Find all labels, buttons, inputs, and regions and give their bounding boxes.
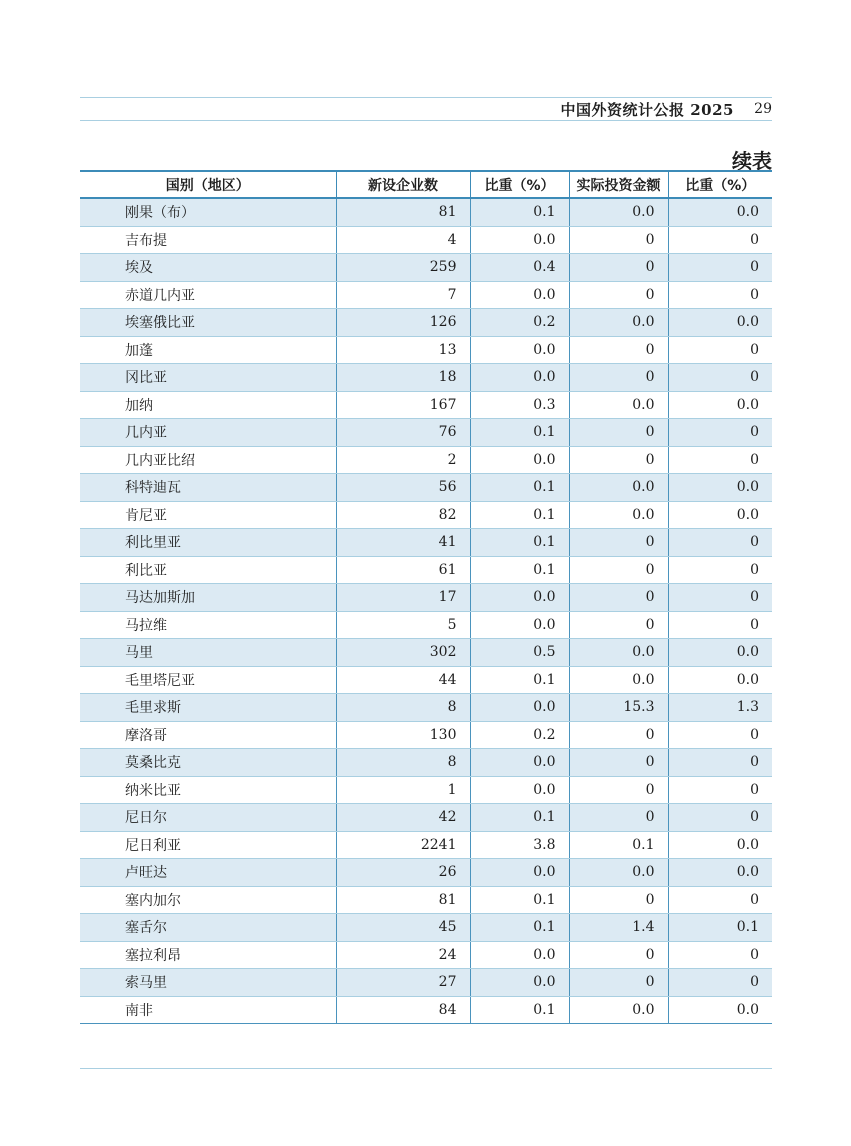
cell-share-enterprises: 0.2 xyxy=(470,309,569,337)
cell-new-enterprises: 84 xyxy=(336,996,470,1024)
cell-share-investment: 1.3 xyxy=(668,694,772,722)
cell-region: 几内亚 xyxy=(80,419,336,447)
cell-actual-investment: 0 xyxy=(569,969,668,997)
table-row xyxy=(80,969,772,997)
cell-new-enterprises: 76 xyxy=(336,419,470,447)
cell-actual-investment: 0 xyxy=(569,886,668,914)
cell-share-investment: 0.0 xyxy=(668,666,772,694)
table-row xyxy=(80,776,772,804)
cell-share-enterprises: 0.2 xyxy=(470,721,569,749)
cell-new-enterprises: 167 xyxy=(336,391,470,419)
cell-share-enterprises: 0.3 xyxy=(470,391,569,419)
cell-region: 塞拉利昂 xyxy=(80,941,336,969)
cell-region: 纳米比亚 xyxy=(80,776,336,804)
cell-region: 利比亚 xyxy=(80,556,336,584)
cell-share-enterprises: 0.1 xyxy=(470,804,569,832)
cell-share-investment: 0 xyxy=(668,556,772,584)
footer-rule xyxy=(80,1068,772,1069)
cell-share-enterprises: 0.1 xyxy=(470,198,569,226)
cell-new-enterprises: 42 xyxy=(336,804,470,832)
cell-share-enterprises: 0.0 xyxy=(470,584,569,612)
table-row xyxy=(80,804,772,832)
cell-share-enterprises: 0.0 xyxy=(470,969,569,997)
table-row xyxy=(80,886,772,914)
table-row xyxy=(80,254,772,282)
cell-region: 索马里 xyxy=(80,969,336,997)
cell-new-enterprises: 2241 xyxy=(336,831,470,859)
table-header-row xyxy=(80,171,772,198)
cell-share-enterprises: 3.8 xyxy=(470,831,569,859)
cell-actual-investment: 0 xyxy=(569,529,668,557)
cell-actual-investment: 0 xyxy=(569,419,668,447)
cell-share-enterprises: 0.0 xyxy=(470,281,569,309)
cell-share-enterprises: 0.0 xyxy=(470,446,569,474)
cell-new-enterprises: 302 xyxy=(336,639,470,667)
cell-share-enterprises: 0.5 xyxy=(470,639,569,667)
cell-region: 肯尼亚 xyxy=(80,501,336,529)
cell-new-enterprises: 44 xyxy=(336,666,470,694)
column-header-actual-investment: 实际投资金额 xyxy=(569,171,668,198)
column-header-share-enterprises: 比重（%） xyxy=(470,171,569,198)
table-row xyxy=(80,281,772,309)
cell-new-enterprises: 13 xyxy=(336,336,470,364)
cell-region: 科特迪瓦 xyxy=(80,474,336,502)
cell-region: 加纳 xyxy=(80,391,336,419)
table-row xyxy=(80,501,772,529)
table-row xyxy=(80,914,772,942)
cell-actual-investment: 0 xyxy=(569,226,668,254)
cell-share-investment: 0.0 xyxy=(668,996,772,1024)
cell-region: 南非 xyxy=(80,996,336,1024)
cell-new-enterprises: 8 xyxy=(336,694,470,722)
cell-share-investment: 0.0 xyxy=(668,391,772,419)
cell-region: 刚果（布） xyxy=(80,198,336,226)
cell-new-enterprises: 17 xyxy=(336,584,470,612)
header-bottom-rule xyxy=(80,120,772,121)
cell-share-enterprises: 0.1 xyxy=(470,419,569,447)
table-row xyxy=(80,749,772,777)
table-row xyxy=(80,941,772,969)
cell-new-enterprises: 81 xyxy=(336,198,470,226)
cell-share-investment: 0 xyxy=(668,886,772,914)
cell-actual-investment: 0 xyxy=(569,584,668,612)
cell-actual-investment: 0 xyxy=(569,281,668,309)
cell-share-enterprises: 0.0 xyxy=(470,364,569,392)
cell-share-enterprises: 0.0 xyxy=(470,776,569,804)
cell-share-enterprises: 0.1 xyxy=(470,914,569,942)
cell-new-enterprises: 24 xyxy=(336,941,470,969)
cell-region: 赤道几内亚 xyxy=(80,281,336,309)
cell-region: 冈比亚 xyxy=(80,364,336,392)
cell-share-enterprises: 0.0 xyxy=(470,941,569,969)
cell-share-investment: 0 xyxy=(668,336,772,364)
cell-actual-investment: 0.0 xyxy=(569,859,668,887)
cell-actual-investment: 0.0 xyxy=(569,391,668,419)
cell-share-investment: 0 xyxy=(668,721,772,749)
column-header-share-investment: 比重（%） xyxy=(668,171,772,198)
cell-region: 几内亚比绍 xyxy=(80,446,336,474)
cell-share-enterprises: 0.0 xyxy=(470,336,569,364)
cell-actual-investment: 0 xyxy=(569,749,668,777)
cell-share-investment: 0.0 xyxy=(668,474,772,502)
cell-actual-investment: 0 xyxy=(569,446,668,474)
cell-actual-investment: 0.1 xyxy=(569,831,668,859)
cell-region: 毛里求斯 xyxy=(80,694,336,722)
table-row xyxy=(80,529,772,557)
cell-actual-investment: 0 xyxy=(569,804,668,832)
cell-actual-investment: 15.3 xyxy=(569,694,668,722)
cell-share-enterprises: 0.1 xyxy=(470,474,569,502)
cell-region: 莫桑比克 xyxy=(80,749,336,777)
cell-share-investment: 0 xyxy=(668,446,772,474)
cell-actual-investment: 0 xyxy=(569,336,668,364)
cell-region: 尼日利亚 xyxy=(80,831,336,859)
column-header-new-enterprises: 新设企业数 xyxy=(336,171,470,198)
cell-actual-investment: 0 xyxy=(569,941,668,969)
cell-region: 尼日尔 xyxy=(80,804,336,832)
cell-actual-investment: 0.0 xyxy=(569,309,668,337)
table-row xyxy=(80,446,772,474)
cell-new-enterprises: 259 xyxy=(336,254,470,282)
continued-table-label: 续表 xyxy=(732,149,772,173)
cell-new-enterprises: 5 xyxy=(336,611,470,639)
cell-share-enterprises: 0.0 xyxy=(470,859,569,887)
cell-new-enterprises: 26 xyxy=(336,859,470,887)
table-row xyxy=(80,831,772,859)
table-row xyxy=(80,309,772,337)
cell-region: 埃塞俄比亚 xyxy=(80,309,336,337)
cell-new-enterprises: 82 xyxy=(336,501,470,529)
cell-new-enterprises: 4 xyxy=(336,226,470,254)
cell-share-investment: 0.0 xyxy=(668,831,772,859)
cell-new-enterprises: 45 xyxy=(336,914,470,942)
cell-share-investment: 0 xyxy=(668,584,772,612)
cell-region: 卢旺达 xyxy=(80,859,336,887)
cell-region: 塞内加尔 xyxy=(80,886,336,914)
table-row xyxy=(80,694,772,722)
cell-share-enterprises: 0.0 xyxy=(470,694,569,722)
cell-share-investment: 0.0 xyxy=(668,859,772,887)
cell-region: 马拉维 xyxy=(80,611,336,639)
table-row xyxy=(80,556,772,584)
cell-region: 利比里亚 xyxy=(80,529,336,557)
cell-share-enterprises: 0.1 xyxy=(470,556,569,584)
statistics-table xyxy=(80,170,772,1024)
cell-actual-investment: 0 xyxy=(569,611,668,639)
cell-new-enterprises: 61 xyxy=(336,556,470,584)
cell-actual-investment: 0 xyxy=(569,254,668,282)
cell-share-investment: 0 xyxy=(668,529,772,557)
publication-title: 中国外资统计公报 2025 xyxy=(560,101,734,119)
cell-actual-investment: 0.0 xyxy=(569,639,668,667)
cell-share-investment: 0.0 xyxy=(668,501,772,529)
table-row xyxy=(80,859,772,887)
cell-new-enterprises: 7 xyxy=(336,281,470,309)
cell-region: 马达加斯加 xyxy=(80,584,336,612)
cell-new-enterprises: 126 xyxy=(336,309,470,337)
table-row xyxy=(80,198,772,226)
table-row xyxy=(80,226,772,254)
table-row xyxy=(80,611,772,639)
running-header xyxy=(80,98,772,120)
cell-actual-investment: 0 xyxy=(569,721,668,749)
cell-new-enterprises: 81 xyxy=(336,886,470,914)
cell-new-enterprises: 41 xyxy=(336,529,470,557)
cell-region: 吉布提 xyxy=(80,226,336,254)
cell-share-enterprises: 0.4 xyxy=(470,254,569,282)
table-row xyxy=(80,721,772,749)
cell-actual-investment: 0.0 xyxy=(569,198,668,226)
cell-region: 加蓬 xyxy=(80,336,336,364)
cell-actual-investment: 0.0 xyxy=(569,474,668,502)
table-row xyxy=(80,419,772,447)
cell-actual-investment: 1.4 xyxy=(569,914,668,942)
cell-share-investment: 0 xyxy=(668,226,772,254)
cell-share-investment: 0.0 xyxy=(668,198,772,226)
cell-share-investment: 0 xyxy=(668,969,772,997)
cell-share-enterprises: 0.1 xyxy=(470,666,569,694)
cell-share-enterprises: 0.0 xyxy=(470,226,569,254)
column-header-region: 国别（地区） xyxy=(80,171,336,198)
cell-new-enterprises: 2 xyxy=(336,446,470,474)
cell-share-enterprises: 0.1 xyxy=(470,501,569,529)
cell-share-investment: 0 xyxy=(668,419,772,447)
cell-share-enterprises: 0.1 xyxy=(470,996,569,1024)
cell-actual-investment: 0 xyxy=(569,556,668,584)
cell-share-investment: 0.0 xyxy=(668,639,772,667)
cell-actual-investment: 0.0 xyxy=(569,996,668,1024)
table-row xyxy=(80,996,772,1024)
cell-region: 马里 xyxy=(80,639,336,667)
cell-new-enterprises: 56 xyxy=(336,474,470,502)
cell-actual-investment: 0.0 xyxy=(569,501,668,529)
cell-share-enterprises: 0.0 xyxy=(470,611,569,639)
cell-region: 摩洛哥 xyxy=(80,721,336,749)
cell-share-investment: 0 xyxy=(668,804,772,832)
table-row xyxy=(80,336,772,364)
cell-new-enterprises: 1 xyxy=(336,776,470,804)
cell-actual-investment: 0 xyxy=(569,776,668,804)
cell-new-enterprises: 18 xyxy=(336,364,470,392)
table-row xyxy=(80,666,772,694)
table-row xyxy=(80,474,772,502)
table-row xyxy=(80,391,772,419)
cell-new-enterprises: 130 xyxy=(336,721,470,749)
cell-actual-investment: 0 xyxy=(569,364,668,392)
table-row xyxy=(80,364,772,392)
cell-share-investment: 0 xyxy=(668,941,772,969)
cell-new-enterprises: 8 xyxy=(336,749,470,777)
cell-new-enterprises: 27 xyxy=(336,969,470,997)
cell-share-investment: 0 xyxy=(668,254,772,282)
cell-actual-investment: 0.0 xyxy=(569,666,668,694)
page-number: 29 xyxy=(754,101,772,117)
cell-share-enterprises: 0.1 xyxy=(470,886,569,914)
cell-region: 埃及 xyxy=(80,254,336,282)
cell-share-investment: 0 xyxy=(668,776,772,804)
cell-share-investment: 0 xyxy=(668,749,772,777)
cell-share-investment: 0.1 xyxy=(668,914,772,942)
cell-share-enterprises: 0.1 xyxy=(470,529,569,557)
cell-share-investment: 0 xyxy=(668,281,772,309)
cell-share-investment: 0 xyxy=(668,364,772,392)
table-row xyxy=(80,584,772,612)
cell-share-investment: 0 xyxy=(668,611,772,639)
cell-share-investment: 0.0 xyxy=(668,309,772,337)
cell-region: 塞舌尔 xyxy=(80,914,336,942)
table-row xyxy=(80,639,772,667)
cell-region: 毛里塔尼亚 xyxy=(80,666,336,694)
cell-share-enterprises: 0.0 xyxy=(470,749,569,777)
